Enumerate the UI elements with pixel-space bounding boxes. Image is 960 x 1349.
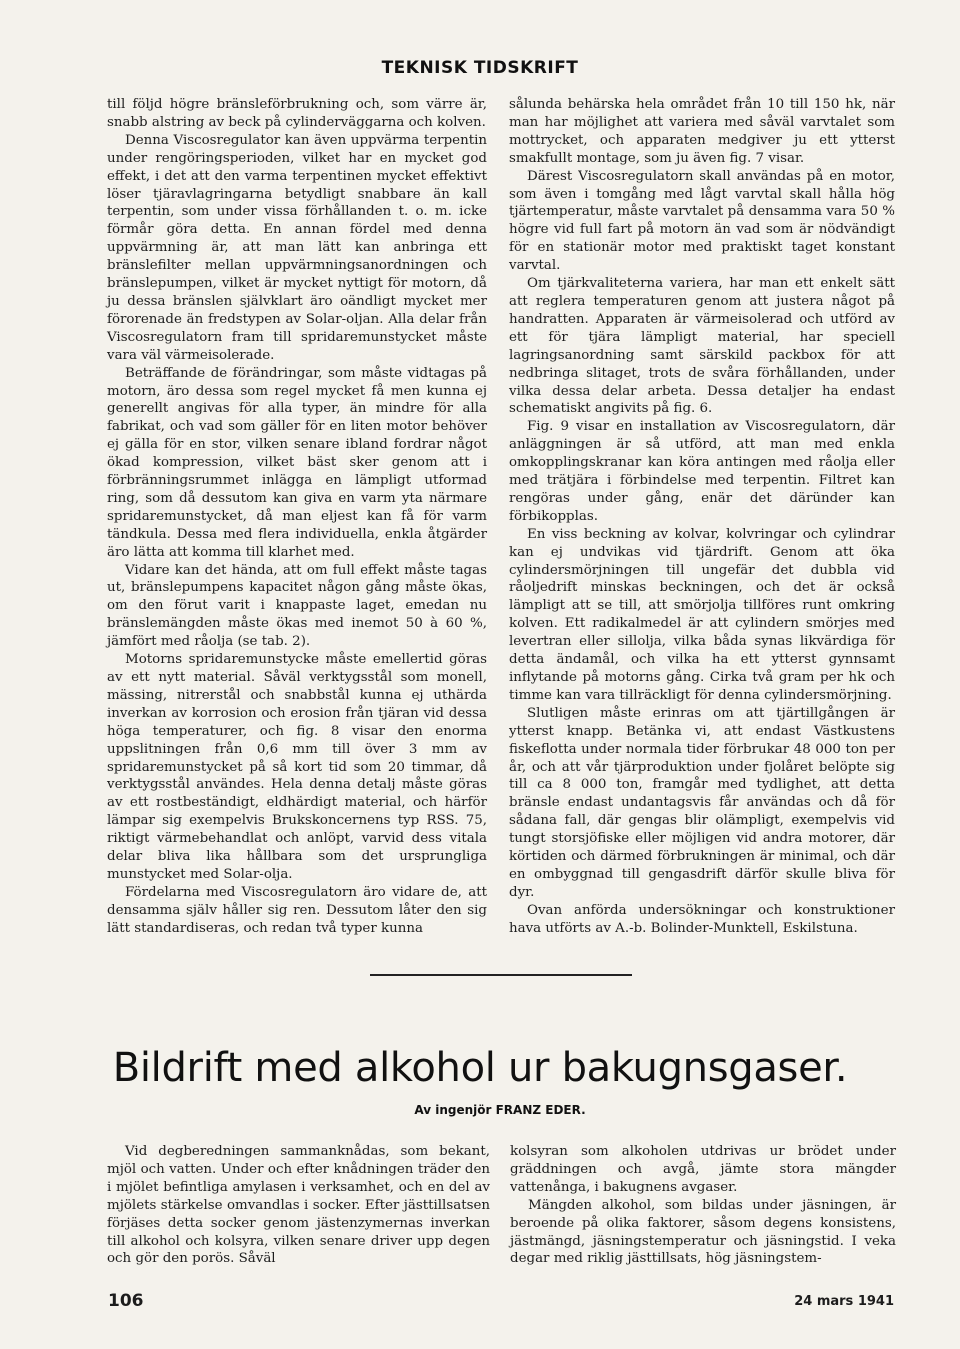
paragraph: Beträffande de förändringar, som måste vidtagas på motorn, äro dessa som regel mycket få men kunna ej generellt angivas för alla typer, än mindre för alla fabrikat, och vad som gäller för en liten motor behöver ej gälla för en stor, vilken senare ibland fordrar något ökad kompression, vilket bäst sker genom att i förbränningsrummet inlägga en lämpligt utformad ring, som då dessutom kan giva en varm yta närmare spridaremunstycket, då man eljest kan få för varm tändkula. Dessa med flera individuella, enkla åtgärder äro lätta att komma till klarhet med. bbox=[107, 365, 487, 560]
paragraph: Vidare kan det hända, att om full effekt måste tagas ut, bränslepumpens kapacitet någon gång måste ökas, om den förut varit i knappaste laget, emedan nu bränslemängden måste ökas med inemot 50 à 60 %, jämfört med råolja (se tab. 2). bbox=[107, 562, 487, 650]
article-byline: Av ingenjör FRANZ EDER. bbox=[414, 1103, 586, 1117]
left-column bbox=[107, 96, 487, 938]
paragraph: Slutligen måste erinras om att tjärtillgången är ytterst knapp. Betänka vi, att endast Västkustens fiskeflotta under normala tider förbrukar 48 000 ton per år, och att vår tjärproduktion under fjolåret belöpte sig till ca 8 000 ton, framgår med tydlighet, att detta bränsle endast undantagsvis får användas och då för sådana fall, där gengas blir olämpligt, exempelvis vid tungt storsjöfiske eller möjligen vid andra motorer, där körtiden och därmed förbrukningen är minimal, och där en ombyggnad till gengasdrift därför skulle bliva för dyr. bbox=[509, 705, 895, 900]
article-left-column bbox=[107, 1143, 490, 1268]
article-right-column bbox=[510, 1143, 896, 1268]
paragraph: Ovan anförda undersökningar och konstruktioner hava utförts av A.-b. Bolinder-Munktell, Eskilstuna. bbox=[509, 902, 895, 936]
paragraph: En viss beckning av kolvar, kolvringar och cylindrar kan ej undvikas vid tjärdrift. Genom att öka cylindersmörjningen till ungefär det dubbla vid råoljedrift minskas beckningen, och det är också lämpligt att se till, att smörjolja tillföres runt omkring kolven. Ett radikalmedel är att cylindern smörjes med levertran eller sillolja, vilka båda synas likvärdiga för detta ändamål, och vilka ha ett ytterst gynnsamt inflytande på motorns gång. Cirka två gram per hk och timme kan vara tillräckligt för denna cylindersmörjning. bbox=[509, 526, 895, 703]
right-column bbox=[509, 96, 895, 938]
paragraph: kolsyran som alkoholen utdrivas ur brödet under gräddningen och avgå, jämte stora mängder vattenånga, i bakugnens avgaser. bbox=[510, 1144, 896, 1195]
paragraph: Om tjärkvaliteterna variera, har man ett enkelt sätt att reglera temperaturen genom att justera något på handratten. Apparaten är värmeisolerad och utförd av ett för tjära lämpligt material, har speciell lagringsanordning samt särskild packbox för att nedbringa slitaget, trots de svåra förhållanden, under vilka dessa delar arbeta. Dessa detaljer ha endast schematiskt angivits på fig. 6. bbox=[509, 276, 895, 417]
paragraph: Motorns spridaremunstycke måste emellertid göras av ett nytt material. Såväl verktygsstål som monell, mässing, nitrerstål och snabbstål kunna ej uthärda inverkan av korrosion och erosion från tjäran vid dessa höga temperaturer, och fig. 8 visar den enorma uppslitningen från 0,6 mm till över 3 mm av spridaremunstycket på så kort tid som 20 timmar, då verktygsstål användes. Hela denna detalj måste göras av ett rostbeständigt, eldhärdigt material, och härför lämpar sig exempelvis Brukskoncernens typ RSS. 75, riktigt värmebehandlat och anlöpt, varvid dess vitala delar bliva lika hållbara som det ursprungliga munstycket med Solar-olja. bbox=[107, 652, 487, 882]
section-divider bbox=[370, 974, 632, 976]
paragraph: till följd högre bränsleförbrukning och, som värre är, snabb alstring av beck på cylinderväggarna och kolven. bbox=[107, 97, 487, 130]
paragraph: Denna Viscosregulator kan även uppvärma terpentin under rengöringsperioden, vilket har en mycket god effekt, i det att den varma terpentinen mycket effektivt löser tjäravlagringarna betydligt snabbare än kall terpentin, som under vissa förhållanden t. o. m. icke förmår göra detta. En annan fördel med denna uppvärmning är, att man lätt kan anbringa ett bränslefilter mellan uppvärmningsanordningen och bränslepumpen, vilket är mycket nyttigt för motorn, då ju dessa bränslen självklart äro oändligt mycket mer förorenade än fredstypen av Solar-oljan. Alla delar från Viscosregulatorn fram till spridaremunstycket måste vara väl värmeisolerade. bbox=[107, 132, 487, 363]
paragraph: Vid degberedningen sammanknådas, som bekant, mjöl och vatten. Under och efter knådningen träder den i mjölet befintliga amylasen i verksamhet, och en del av mjölets stärkelse omvandlas i socker. Efter jästtillsatsen förjäses detta socker genom jästenzymernas inverkan till alkohol och kolsyra, vilken senare driver upp degen och gör den porös. Såväl bbox=[107, 1144, 490, 1267]
paragraph: Därest Viscosregulatorn skall användas på en motor, som även i tomgång med lågt varvtal skall hålla hög tjärtemperatur, måste varvtalet på densamma vara 50 % högre vid full fart på motorn än vad som är nödvändigt för en stationär motor med praktiskt taget konstant varvtal. bbox=[509, 168, 895, 274]
issue-date: 24 mars 1941 bbox=[794, 1294, 894, 1309]
article-title: Bildrift med alkohol ur bakugnsgaser. bbox=[112, 1045, 848, 1091]
page-number: 106 bbox=[108, 1291, 144, 1311]
paragraph: Fördelarna med Viscosregulatorn äro vidare de, att densamma själv håller sig ren. Dessutom låter den sig lätt standardiseras, och redan två typer kunna bbox=[107, 884, 487, 936]
paragraph: Mängden alkohol, som bildas under jäsningen, är beroende på olika faktorer, såsom degens konsistens, jästmängd, jäsningstemperatur och jäsningstid. I veka degar med riklig jästtillsats, hög jäsningstem- bbox=[510, 1197, 896, 1267]
paragraph: sålunda behärska hela området från 10 till 150 hk, när man har möjlighet att variera med såväl varvtalet som mottrycket, och apparaten medgiver ju ett ytterst smakfullt montage, som ju även fig. 7 visar. bbox=[509, 97, 895, 166]
paragraph: Fig. 9 visar en installation av Viscosregulatorn, där anläggningen är så utförd, att man med enkla omkopplingskranar kan köra antingen med råolja eller med trätjära i förbindelse med terpentin. Filtret kan rengöras under gång, enär det däründer kan förbikopplas. bbox=[509, 419, 895, 524]
journal-masthead: TEKNISK TIDSKRIFT bbox=[381, 58, 579, 78]
